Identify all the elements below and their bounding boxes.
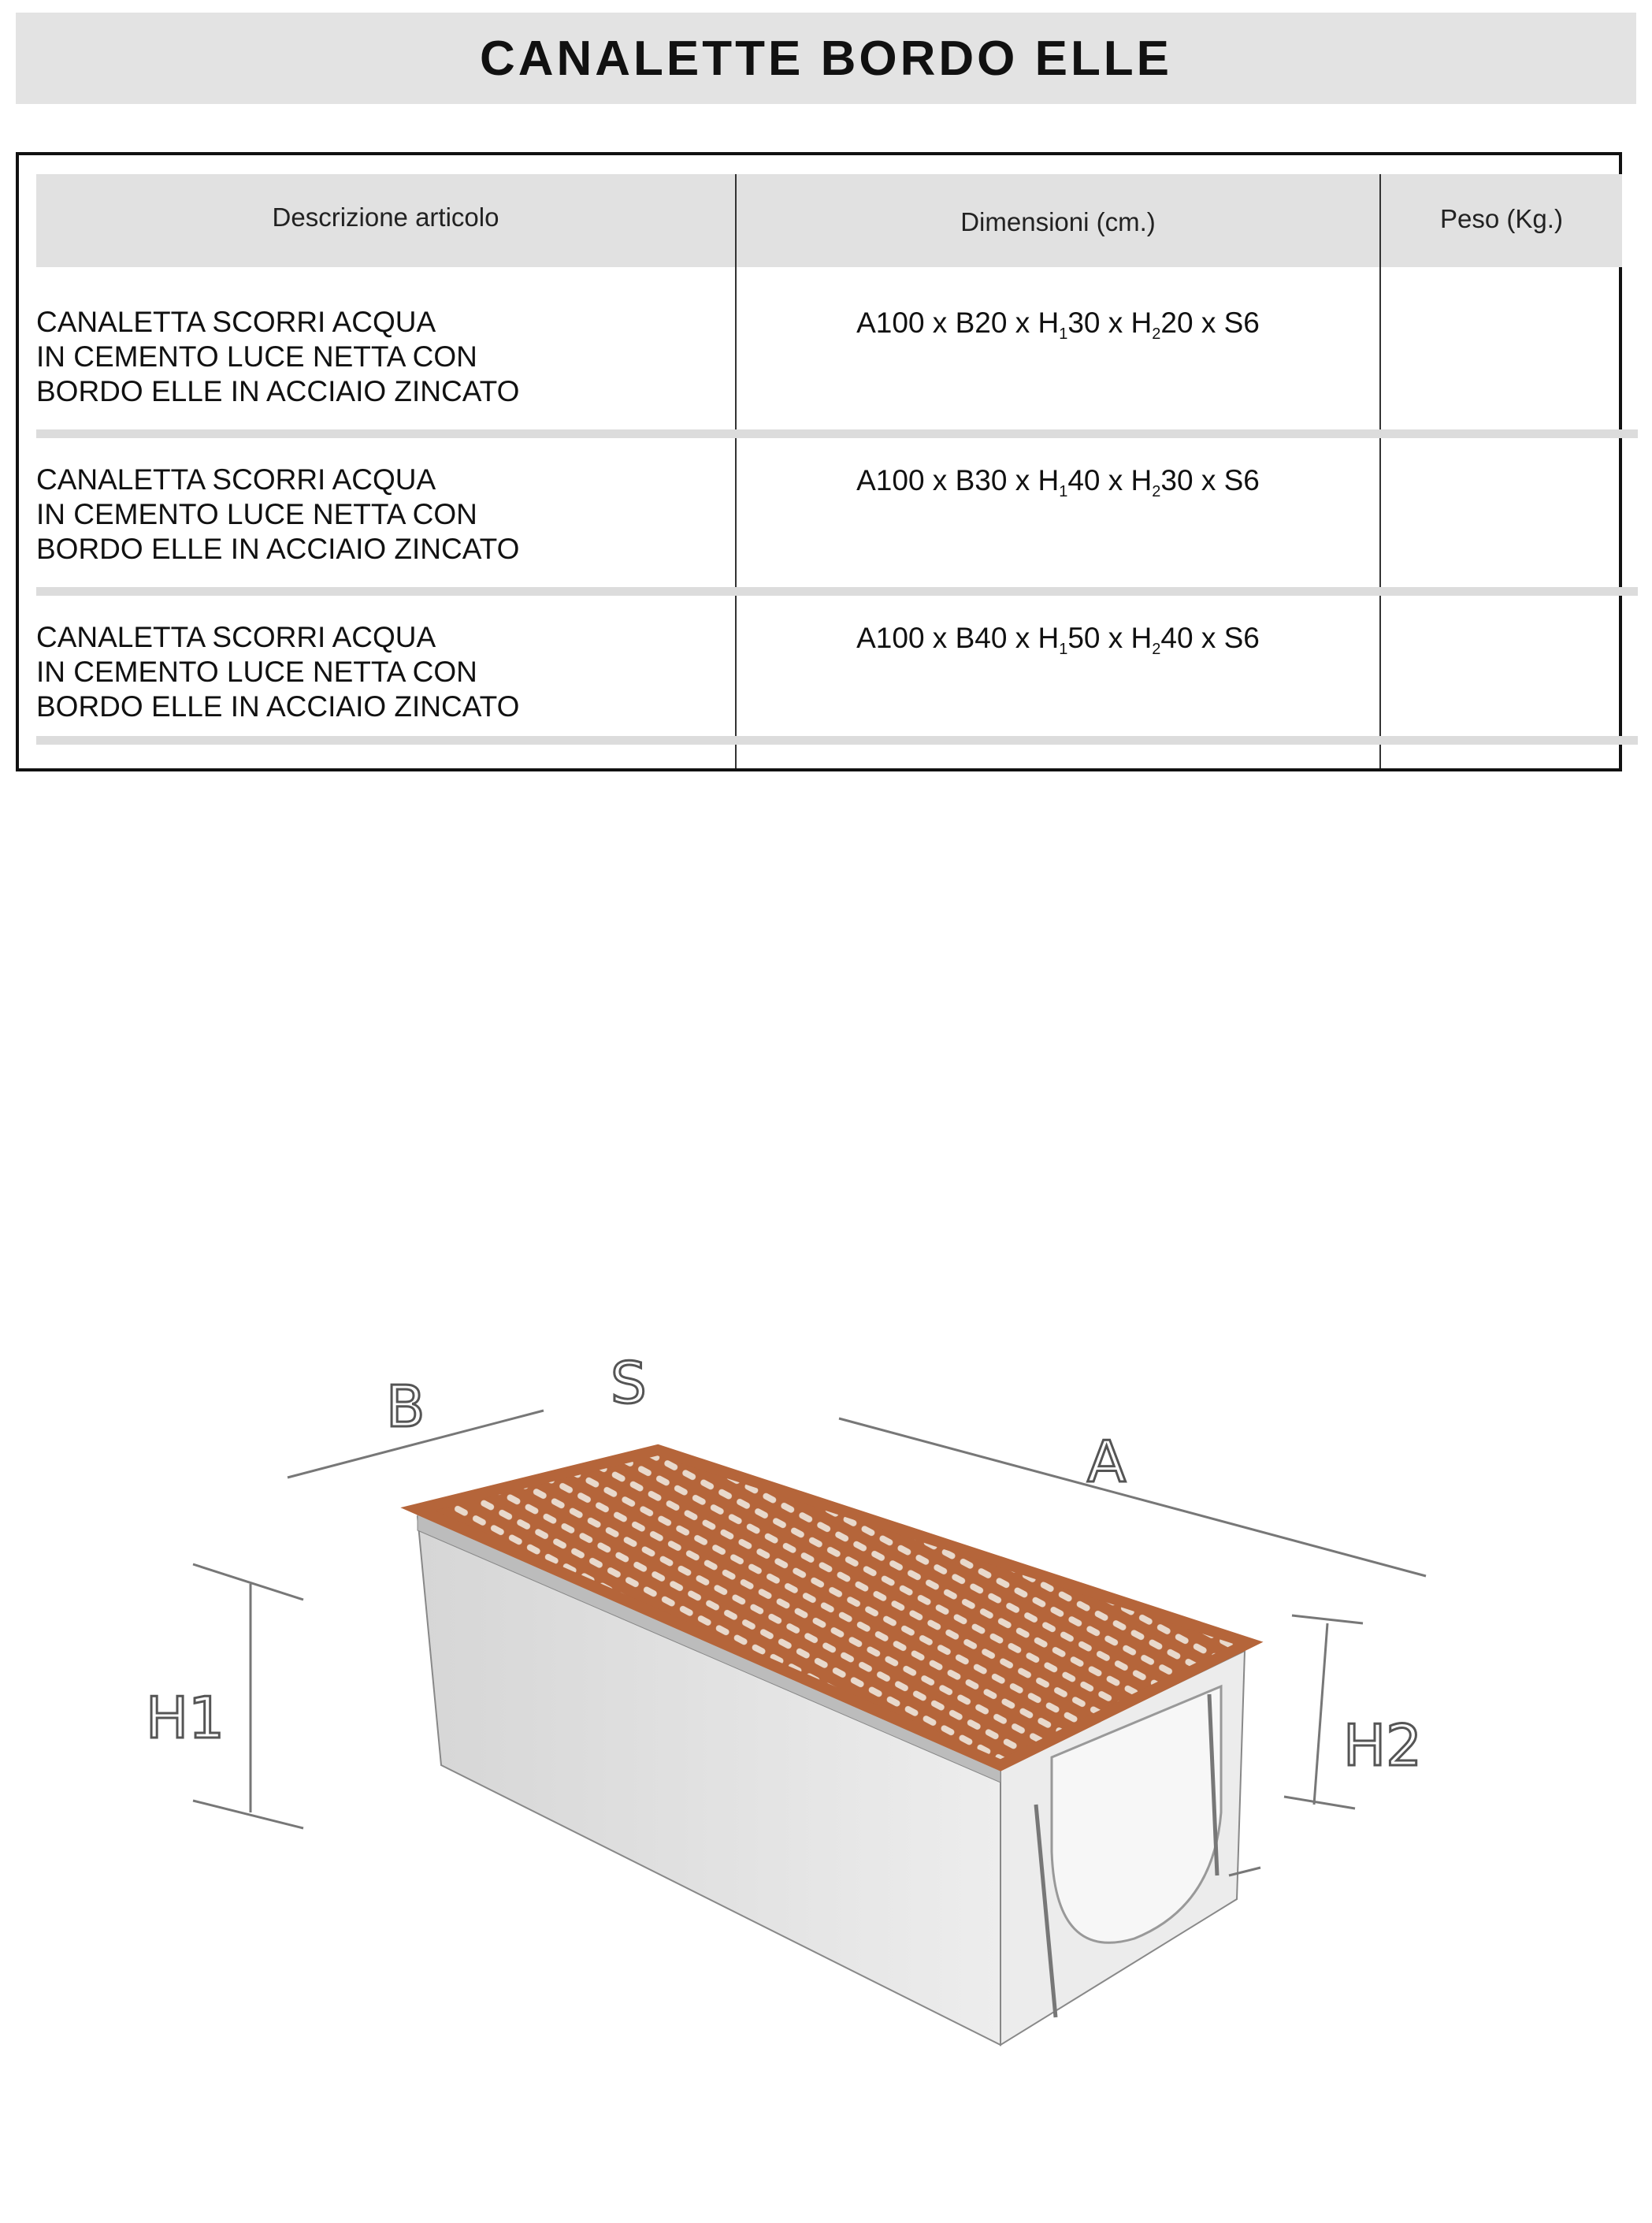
dimension-label-s: S [611,1350,647,1416]
page-title: CANALETTE BORDO ELLE [479,31,1173,86]
channel-drawing [0,1277,1652,2222]
row-1-dimensions: A100 x B20 x $H_130$ x $H_220$ x S6 [856,307,1260,343]
row-2-dimensions: A100 x B30 x $H_140$ x $H_230$ x S6 [856,464,1260,500]
row-separator [36,429,1638,438]
description-line: BORDO ELLE IN ACCIAIO ZINCATO [36,375,520,407]
header-description: Descrizione articolo [272,203,499,232]
row-separator [36,736,1638,745]
description-line: IN CEMENTO LUCE NETTA CON [36,340,477,373]
row-1-description [36,305,729,409]
description-line: BORDO ELLE IN ACCIAIO ZINCATO [36,533,520,565]
column-divider [1379,174,1381,768]
dimension-label-a: A [1087,1429,1127,1495]
description-line: BORDO ELLE IN ACCIAIO ZINCATO [36,690,520,723]
dimension-label-h1: H1 [146,1685,225,1751]
description-line: IN CEMENTO LUCE NETTA CON [36,656,477,688]
description-line: CANALETTA SCORRI ACQUA [36,621,436,653]
header-dimensions: Dimensioni (cm.) [960,207,1156,236]
title-bar [16,13,1636,104]
dimension-label-h2: H2 [1343,1712,1422,1779]
row-2-description [36,463,729,567]
description-line: CANALETTA SCORRI ACQUA [36,306,436,338]
row-3-description [36,620,729,724]
header-weight: Peso (Kg.) [1440,204,1563,233]
description-line: CANALETTA SCORRI ACQUA [36,463,436,496]
row-3-dimensions: A100 x B40 x $H_150$ x $H_240$ x S6 [856,622,1260,658]
description-line: IN CEMENTO LUCE NETTA CON [36,498,477,530]
row-separator [36,587,1638,596]
dimension-label-b: B [386,1374,425,1440]
product-table [16,152,1622,771]
